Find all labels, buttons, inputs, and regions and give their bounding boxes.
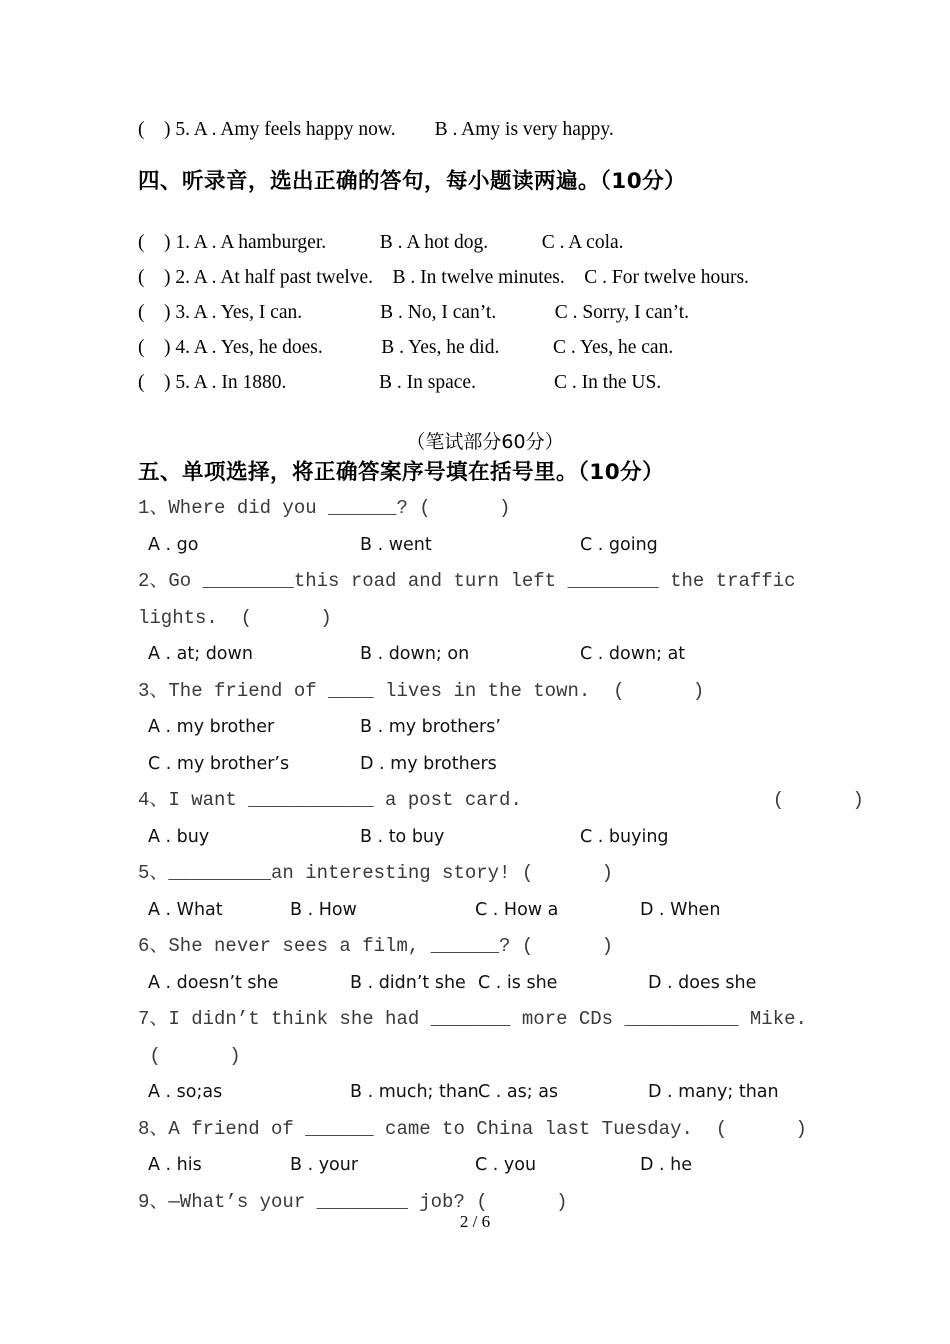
option-b[interactable]: B . How [290,899,357,920]
listening-item: ( ) 1. A . A hamburger. B . A hot dog. C . A cola. [138,232,624,253]
option-c[interactable]: C . down; at [580,644,686,664]
option-a[interactable]: A . my brother [148,717,275,737]
option-c[interactable]: C . as; as [478,1082,559,1102]
top-margin-spacer [138,0,832,112]
question-stem: 6、She never sees a film, ______? ( ) [138,935,614,957]
option-a[interactable]: A . buy [148,826,210,847]
option-b[interactable]: B . to buy [360,826,445,847]
option-d[interactable]: D . my brothers [360,753,497,774]
option-a[interactable]: A . go [148,534,199,555]
listening-item: ( ) 5. A . In 1880. B . In space. C . In the US. [138,372,662,393]
question-stem: 1、Where did you ______? ( ) [138,497,511,519]
question-stem-cont: ( ) [138,1044,241,1067]
option-row [138,527,832,564]
listening-carryover-item: ( ) 5. A . Amy feels happy now. B . Amy is very happy. [138,119,614,140]
option-a[interactable]: A . at; down [148,644,253,664]
listening-item: ( ) 2. A . At half past twelve. B . In twelve minutes. C . For twelve hours. [138,267,749,288]
question-stem: 3、The friend of ____ lives in the town. ( ) [138,679,705,702]
option-b[interactable]: B . much; than [350,1082,479,1102]
page-number: 2 / 6 [459,1212,491,1231]
option-row [138,746,832,783]
option-c[interactable]: C . is she [478,972,558,993]
option-row [138,1147,832,1184]
listening-item: ( ) 4. A . Yes, he does. B . Yes, he did. C . Yes, he can. [138,337,674,358]
question-stem: 7、I didn’t think she had _______ more CDs __________ Mike. [138,1008,807,1030]
option-c[interactable]: C . going [580,534,658,555]
option-b[interactable]: B . went [360,534,432,555]
question-stem: 2、Go ________this road and turn left ________ the traffic [138,570,796,592]
section-five-heading: 五、单项选择，将正确答案序号填在括号里。（10分） [138,460,665,485]
question-stem: 4、I want ___________ a post card. ( ) [138,789,864,811]
option-b[interactable]: B . didn’t she [350,972,466,993]
option-a[interactable]: A . What [148,899,223,920]
question-stem: 5、_________an interesting story! ( ) [138,862,614,884]
option-b[interactable]: B . my brothers’ [360,717,501,737]
option-d[interactable]: D . When [640,899,721,920]
option-b[interactable]: B . your [290,1155,359,1175]
option-row [138,636,832,673]
option-c[interactable]: C . buying [580,826,669,847]
option-row [138,892,832,929]
question-stem: 9、—What’s your ________ job? ( ) [138,1190,568,1213]
option-d[interactable]: D . many; than [648,1082,779,1102]
section-four-items [138,225,832,400]
option-c[interactable]: C . my brother’s [148,753,290,774]
option-a[interactable]: A . doesn’t she [148,972,279,993]
option-d[interactable]: D . does she [648,972,757,993]
option-d[interactable]: D . he [640,1155,693,1175]
option-row [138,965,832,1002]
section-four-heading: 四、听录音，选出正确的答句，每小题读两遍。（10分） [138,169,687,194]
question-stem-cont: lights. ( ) [138,606,332,629]
option-row [138,709,832,746]
option-row [138,819,832,856]
listening-item: ( ) 3. A . Yes, I can. B . No, I can’t. C . Sorry, I can’t. [138,302,690,323]
option-b[interactable]: B . down; on [360,644,470,664]
option-a[interactable]: A . so;as [148,1082,223,1102]
written-part-banner: （笔试部分60分） [406,431,564,453]
option-a[interactable]: A . his [148,1155,202,1175]
option-row [138,1074,832,1111]
question-stem: 8、A friend of ______ came to China last Tuesday. ( ) [138,1117,807,1140]
option-c[interactable]: C . How a [475,899,559,920]
option-c[interactable]: C . you [475,1155,537,1175]
